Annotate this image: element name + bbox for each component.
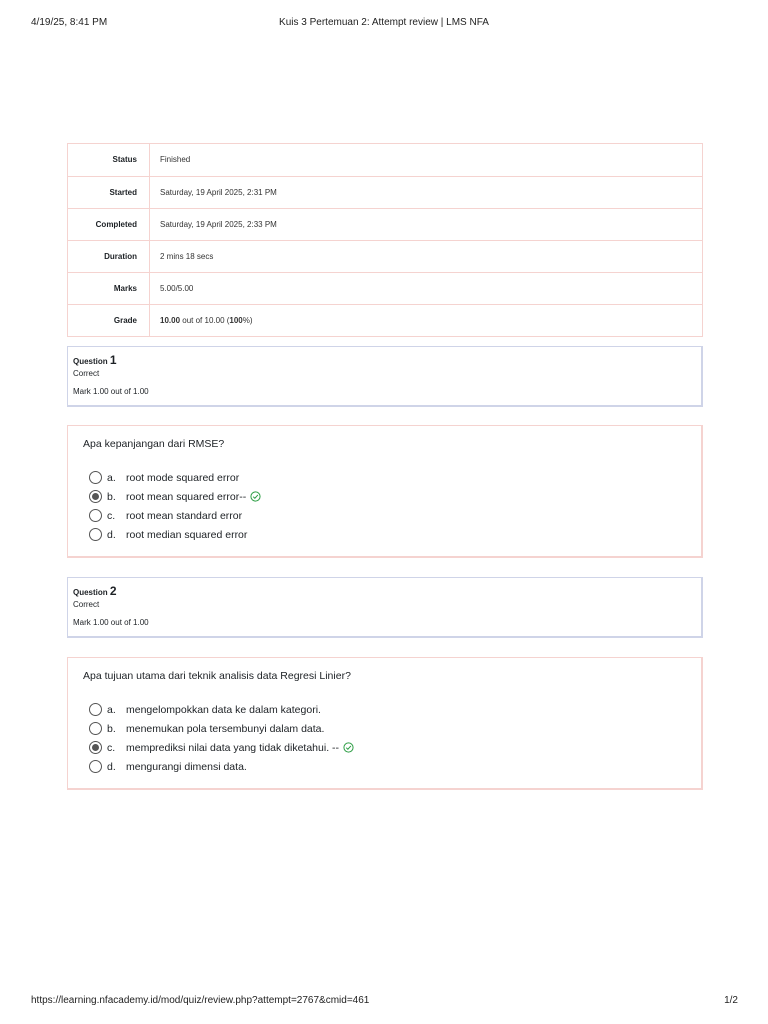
summary-value: Saturday, 19 April 2025, 2:33 PM — [160, 220, 277, 229]
radio-button[interactable] — [89, 722, 102, 735]
correct-check-icon — [343, 742, 354, 753]
summary-label: Completed — [68, 209, 150, 240]
answer-letter: c. — [107, 741, 116, 754]
question-info-1 — [67, 346, 703, 407]
answer-letter: b. — [107, 490, 116, 503]
summary-row-grade — [68, 304, 702, 336]
answer-text: root mean standard error — [126, 509, 243, 522]
correct-check-icon — [250, 491, 261, 502]
question-state: Correct — [73, 600, 100, 609]
radio-button[interactable] — [89, 471, 102, 484]
question-number-value: 2 — [109, 584, 117, 598]
answer-list — [83, 700, 686, 776]
print-page-title: Kuis 3 Pertemuan 2: Attempt review | LMS NFA — [279, 17, 489, 28]
attempt-summary-table — [67, 143, 703, 337]
summary-label: Status — [68, 144, 150, 176]
summary-row-started — [68, 176, 702, 208]
question-number — [73, 583, 696, 599]
answer-option-d[interactable] — [83, 757, 686, 776]
answer-text: root mode squared error — [126, 471, 240, 484]
summary-value: Finished — [160, 155, 191, 164]
answer-option-d[interactable] — [83, 525, 686, 544]
print-url: https://learning.nfacademy.id/mod/quiz/review.php?attempt=2767&cmid=461 — [31, 995, 370, 1006]
question-info-2 — [67, 577, 703, 638]
question-content-2 — [67, 657, 703, 790]
radio-button[interactable] — [89, 528, 102, 541]
question-grade: Mark 1.00 out of 1.00 — [73, 618, 149, 627]
grade-percent: 100 — [229, 316, 243, 325]
radio-button[interactable] — [89, 760, 102, 773]
summary-value — [150, 305, 253, 336]
answer-letter: a. — [107, 471, 116, 484]
summary-label: Duration — [68, 241, 150, 272]
summary-row-status — [68, 144, 702, 176]
summary-label: Started — [68, 177, 150, 208]
answer-option-a[interactable] — [83, 700, 686, 719]
answer-letter: a. — [107, 703, 116, 716]
answer-option-c[interactable] — [83, 506, 686, 525]
answer-text: root mean squared error-- — [126, 490, 247, 503]
question-number — [73, 352, 696, 368]
print-header — [0, 17, 768, 31]
answer-letter: c. — [107, 509, 116, 522]
summary-row-marks — [68, 272, 702, 304]
answer-option-b[interactable] — [83, 719, 686, 738]
radio-button[interactable] — [89, 509, 102, 522]
answer-option-a[interactable] — [83, 468, 686, 487]
answer-letter: d. — [107, 760, 116, 773]
answer-list — [83, 468, 686, 544]
answer-option-c[interactable] — [83, 738, 686, 757]
answer-text: memprediksi nilai data yang tidak diketahui. -- — [126, 741, 340, 754]
question-grade: Mark 1.00 out of 1.00 — [73, 387, 149, 396]
question-label: Question — [73, 357, 108, 366]
answer-text: root median squared error — [126, 528, 248, 541]
answer-option-b[interactable] — [83, 487, 686, 506]
summary-value: 5.00/5.00 — [160, 284, 194, 293]
grade-percent-suffix: %) — [242, 316, 253, 325]
summary-row-completed — [68, 208, 702, 240]
answer-letter: d. — [107, 528, 116, 541]
summary-label: Marks — [68, 273, 150, 304]
question-state: Correct — [73, 369, 100, 378]
grade-score: 10.00 — [160, 316, 181, 325]
summary-label: Grade — [68, 305, 150, 336]
question-content-1 — [67, 425, 703, 558]
question-text: Apa kepanjangan dari RMSE? — [83, 438, 225, 450]
radio-button[interactable] — [89, 703, 102, 716]
radio-button-selected[interactable] — [89, 741, 102, 754]
print-page-number: 1/2 — [724, 995, 738, 1006]
summary-row-duration — [68, 240, 702, 272]
question-number-value: 1 — [109, 353, 117, 367]
summary-value: Saturday, 19 April 2025, 2:31 PM — [160, 188, 277, 197]
grade-out-of: out of 10.00 ( — [180, 316, 230, 325]
summary-value: 2 mins 18 secs — [160, 252, 214, 261]
print-date: 4/19/25, 8:41 PM — [31, 17, 108, 28]
question-label: Question — [73, 588, 108, 597]
answer-letter: b. — [107, 722, 116, 735]
answer-text: mengurangi dimensi data. — [126, 760, 247, 773]
answer-text: menemukan pola tersembunyi dalam data. — [126, 722, 325, 735]
radio-button-selected[interactable] — [89, 490, 102, 503]
question-text: Apa tujuan utama dari teknik analisis data Regresi Linier? — [83, 670, 351, 682]
answer-text: mengelompokkan data ke dalam kategori. — [126, 703, 321, 716]
